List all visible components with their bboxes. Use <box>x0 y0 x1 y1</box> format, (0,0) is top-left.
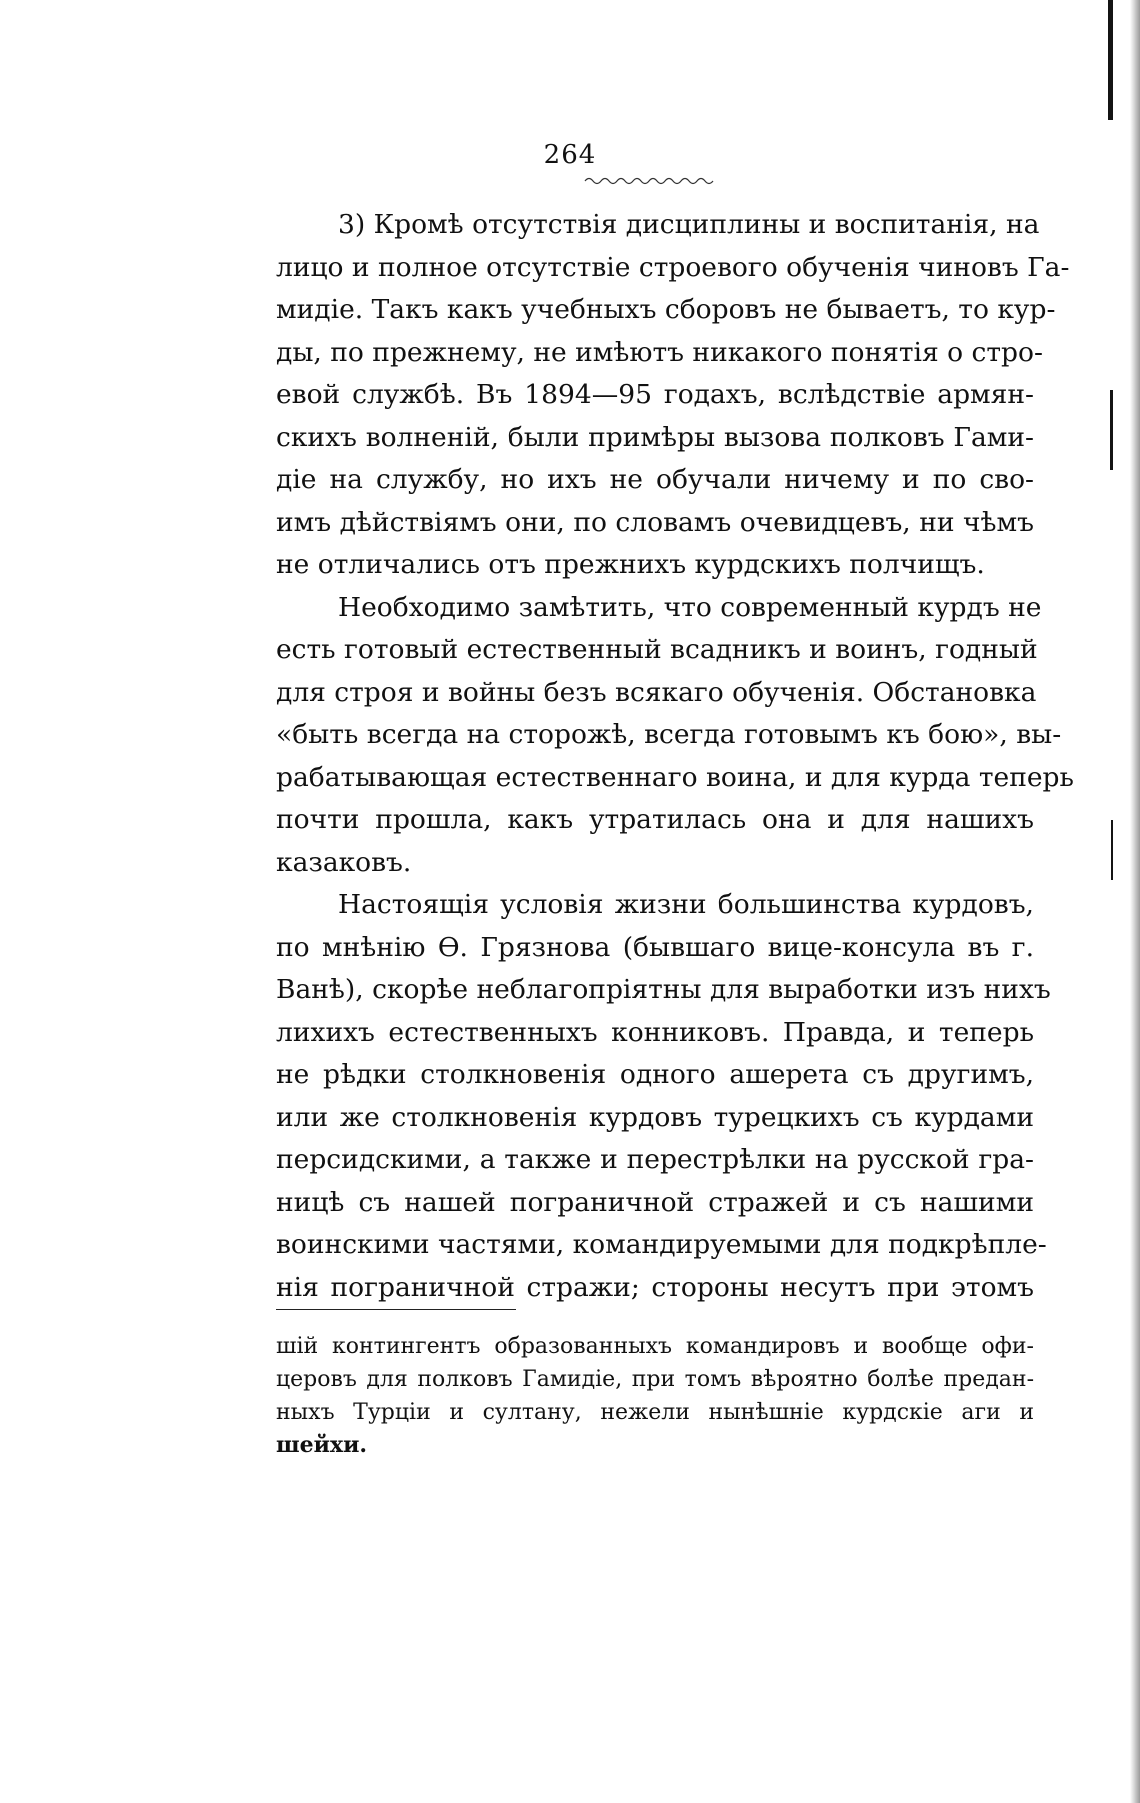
text-line: мидіе. Такъ какъ учебныхъ сборовъ не бываетъ, то кур- <box>276 294 1056 325</box>
text-line: Ванѣ), скорѣе неблагопріятны для выработки изъ нихъ <box>276 974 1051 1005</box>
text-line: діе на службу, но ихъ не обучали ничему и по сво- <box>276 464 1034 495</box>
footnote-rule <box>276 1309 516 1310</box>
page-number: 264 <box>543 140 597 170</box>
text-line: лихихъ естественныхъ конниковъ. Правда, и теперь <box>276 1016 1034 1048</box>
text-line: персидскими, а также и перестрѣлки на русской гра- <box>276 1144 1034 1175</box>
text-line: казаковъ. <box>276 846 412 878</box>
text-line: имъ дѣйствіямъ они, по словамъ очевидцевъ, ни чѣмъ <box>276 506 1034 538</box>
text-line: рабатывающая естественнаго воина, и для курда теперь <box>276 761 1074 793</box>
paragraph <box>276 204 1070 587</box>
text-line: «быть всегда на сторожѣ, всегда готовымъ къ бою», вы- <box>276 719 1062 750</box>
text-line: не рѣдки столкновенія одного ашерета съ другимъ, <box>276 1059 1034 1090</box>
page-edge-line <box>1108 0 1113 120</box>
paragraph <box>276 587 1074 885</box>
text-line: Настоящія условія жизни большинства курдовъ, <box>338 889 1034 920</box>
text-line: по мнѣнію Ѳ. Грязнова (бывшаго вице-консула въ г. <box>276 931 1034 963</box>
page-number-ornament <box>585 176 715 186</box>
footnote-line: шій контингентъ образованныхъ командировъ и вообще офи- <box>276 1334 1034 1359</box>
body-text <box>276 204 1074 1309</box>
text-line: Необходимо замѣтить, что современный курдъ не <box>338 591 1042 623</box>
page-edge-shadow <box>1130 0 1140 1803</box>
text-line: воинскими частями, командируемыми для подкрѣпле- <box>276 1229 1047 1260</box>
text-line: евой службѣ. Въ 1894—95 годахъ, вслѣдствіе армян- <box>276 379 1034 410</box>
text-line: почти прошла, какъ утратилась она и для нашихъ <box>276 804 1034 835</box>
page-edge-line <box>1111 820 1113 880</box>
footnote-line: церовъ для полковъ Гамидіе, при томъ вѣроятно болѣе предан- <box>276 1367 1034 1392</box>
text-line: лицо и полное отсутствіе строевого обученія чиновъ Га- <box>276 251 1070 283</box>
text-line: ницѣ съ нашей пограничной стражей и съ нашими <box>276 1186 1034 1218</box>
footnote-line: ныхъ Турціи и султану, нежели нынѣшніе курдскіе аги и <box>276 1400 1034 1425</box>
text-line: 3) Кромѣ отсутствія дисциплины и воспитанія, на <box>338 209 1040 240</box>
paragraph <box>276 884 1051 1309</box>
text-line: не отличались отъ прежнихъ курдскихъ полчищъ. <box>276 549 985 580</box>
text-line: скихъ волненій, были примѣры вызова полковъ Гами- <box>276 421 1034 453</box>
footnote-line: шейхи. <box>276 1432 368 1458</box>
page-edge-line <box>1110 390 1113 470</box>
text-line: есть готовый естественный всадникъ и воинъ, годный <box>276 634 1038 665</box>
text-line: нія пограничной стражи; стороны несутъ при этомъ <box>276 1271 1034 1303</box>
text-line: для строя и войны безъ всякаго обученія. Обстановка <box>276 676 1037 708</box>
text-line: или же столкновенія курдовъ турецкихъ съ курдами <box>276 1101 1034 1133</box>
text-line: ды, по прежнему, не имѣютъ никакого понятія о стро- <box>276 336 1043 368</box>
footnote <box>276 1330 1034 1462</box>
